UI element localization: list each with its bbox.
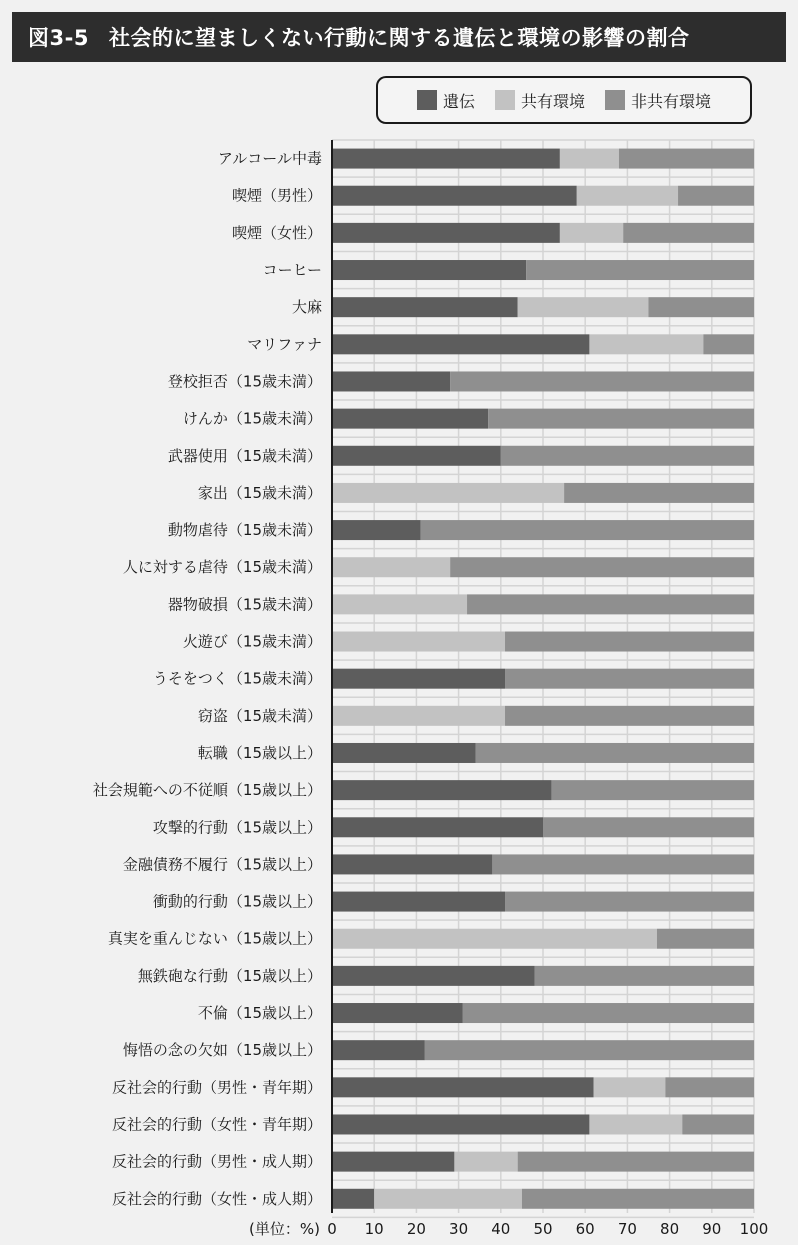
bar-segment-shared <box>332 594 467 614</box>
bar-segment-nonshared <box>518 1152 754 1172</box>
legend-label-genetic: 遺伝 <box>442 91 475 111</box>
category-label: 喫煙（男性） <box>231 186 322 205</box>
bar-segment-nonshared <box>492 854 754 874</box>
figure-number: 図3-5 <box>28 26 89 50</box>
bar-segment-genetic <box>332 186 577 206</box>
bar-segment-nonshared <box>678 186 754 206</box>
bar-segment-genetic <box>332 966 535 986</box>
category-label: 大麻 <box>291 298 322 317</box>
category-label: 火遊び（15歳未満） <box>182 632 322 651</box>
bar-segment-shared <box>594 1077 666 1097</box>
category-label: うそをつく（15歳未満） <box>152 669 322 688</box>
bar-segment-shared <box>374 1189 522 1209</box>
x-tick-label: 0 <box>327 1220 337 1238</box>
bar-segment-nonshared <box>551 780 754 800</box>
bar-segment-nonshared <box>649 297 755 317</box>
category-label: 喫煙（女性） <box>231 223 322 242</box>
category-label: 転職（15歳以上） <box>197 743 322 762</box>
bar-segment-nonshared <box>450 371 754 391</box>
category-label: アルコール中毒 <box>217 149 322 168</box>
category-label: 悔悟の念の欠如（15歳以上） <box>122 1041 322 1060</box>
legend-label-shared: 共有環境 <box>520 91 585 111</box>
category-label: 社会規範への不従順（15歳以上） <box>92 781 322 800</box>
bar-segment-nonshared <box>505 632 754 652</box>
x-tick-label: 100 <box>739 1220 769 1238</box>
category-label: 反社会的行動（女性・青年期） <box>111 1115 322 1134</box>
bar-segment-nonshared <box>522 1189 754 1209</box>
bar-segment-nonshared <box>505 892 754 912</box>
x-tick-label: 70 <box>617 1220 637 1238</box>
bar-segment-nonshared <box>475 743 754 763</box>
legend-label-nonshared: 非共有環境 <box>631 91 712 111</box>
bar-segment-genetic <box>332 854 492 874</box>
bar-segment-nonshared <box>505 669 754 689</box>
x-tick-label: 60 <box>575 1220 595 1238</box>
bar-segment-nonshared <box>703 334 754 354</box>
bar-segment-genetic <box>332 149 560 169</box>
category-label: 人に対する虐待（15歳未満） <box>122 558 322 577</box>
bar-segment-shared <box>332 557 450 577</box>
category-label: けんか（15歳未満） <box>182 409 322 428</box>
bar-segment-genetic <box>332 446 501 466</box>
bar-segment-nonshared <box>467 594 754 614</box>
category-label: 金融債務不履行（15歳以上） <box>122 855 322 874</box>
category-label: 動物虐待（15歳未満） <box>167 521 322 540</box>
bar-segment-nonshared <box>535 966 754 986</box>
bar-segment-genetic <box>332 743 475 763</box>
unit-label: (単位：%) <box>249 1220 320 1238</box>
bar-segment-nonshared <box>505 706 754 726</box>
category-label: 窃盗（15歳未満） <box>197 706 322 725</box>
bar-segment-shared <box>332 632 505 652</box>
category-label: 登校拒否（15歳未満） <box>167 372 322 391</box>
bar-segment-shared <box>332 483 564 503</box>
bar-segment-genetic <box>332 1003 463 1023</box>
bar-segment-genetic <box>332 1152 454 1172</box>
bar-segment-shared <box>454 1152 517 1172</box>
bar-segment-nonshared <box>543 817 754 837</box>
bar-segment-genetic <box>332 371 450 391</box>
bar-segment-shared <box>577 186 678 206</box>
bar-segment-nonshared <box>450 557 754 577</box>
x-tick-label: 40 <box>491 1220 511 1238</box>
bar-segment-nonshared <box>421 520 754 540</box>
bar-segment-shared <box>560 223 623 243</box>
bar-segment-genetic <box>332 669 505 689</box>
bar-segment-genetic <box>332 409 488 429</box>
bar-segment-shared <box>560 149 619 169</box>
bar-segment-genetic <box>332 817 543 837</box>
x-tick-label: 90 <box>702 1220 722 1238</box>
x-tick-label: 10 <box>364 1220 384 1238</box>
bar-segment-nonshared <box>619 149 754 169</box>
bar-segment-shared <box>589 1114 682 1134</box>
bar-segment-nonshared <box>425 1040 754 1060</box>
bar-segment-nonshared <box>682 1114 754 1134</box>
category-label: 不倫（15歳以上） <box>197 1004 322 1023</box>
bar-segment-shared <box>589 334 703 354</box>
bar-segment-genetic <box>332 780 551 800</box>
bar-segment-nonshared <box>488 409 754 429</box>
bar-segment-genetic <box>332 260 526 280</box>
category-label: マリファナ <box>247 335 322 354</box>
bar-segment-nonshared <box>623 223 754 243</box>
category-label: 武器使用（15歳未満） <box>167 446 322 465</box>
bar-segment-shared <box>332 706 505 726</box>
bar-segment-nonshared <box>665 1077 754 1097</box>
x-tick-label: 50 <box>533 1220 553 1238</box>
bar-segment-genetic <box>332 334 589 354</box>
category-label: 真実を重んじない（15歳以上） <box>107 929 322 948</box>
bar-segment-nonshared <box>564 483 754 503</box>
bar-segment-genetic <box>332 1040 425 1060</box>
category-label: 反社会的行動（男性・青年期） <box>111 1078 322 1097</box>
chart-title: 社会的に望ましくない行動に関する遺伝と環境の影響の割合 <box>108 26 690 50</box>
category-label: 反社会的行動（男性・成人期） <box>111 1152 322 1171</box>
bar-segment-genetic <box>332 297 518 317</box>
category-label: 器物破損（15歳未満） <box>167 595 322 614</box>
x-tick-label: 80 <box>660 1220 680 1238</box>
category-label: 衝動的行動（15歳以上） <box>152 892 322 911</box>
bar-segment-shared <box>332 929 657 949</box>
category-label: 家出（15歳未満） <box>197 483 322 502</box>
category-label: 反社会的行動（女性・成人期） <box>111 1189 322 1208</box>
bar-segment-nonshared <box>657 929 754 949</box>
bar-segment-genetic <box>332 892 505 912</box>
category-label: 無鉄砲な行動（15歳以上） <box>137 966 322 985</box>
bar-segment-genetic <box>332 1114 589 1134</box>
bar-segment-genetic <box>332 223 560 243</box>
bar-segment-genetic <box>332 520 421 540</box>
bar-segment-nonshared <box>501 446 754 466</box>
category-label: 攻撃的行動（15歳以上） <box>152 818 322 837</box>
bar-segment-shared <box>518 297 649 317</box>
bar-segment-nonshared <box>463 1003 754 1023</box>
bar-segment-genetic <box>332 1189 374 1209</box>
category-label: コーヒー <box>262 261 322 280</box>
bar-segment-genetic <box>332 1077 594 1097</box>
bar-segment-nonshared <box>526 260 754 280</box>
x-tick-label: 30 <box>449 1220 469 1238</box>
x-tick-label: 20 <box>406 1220 426 1238</box>
